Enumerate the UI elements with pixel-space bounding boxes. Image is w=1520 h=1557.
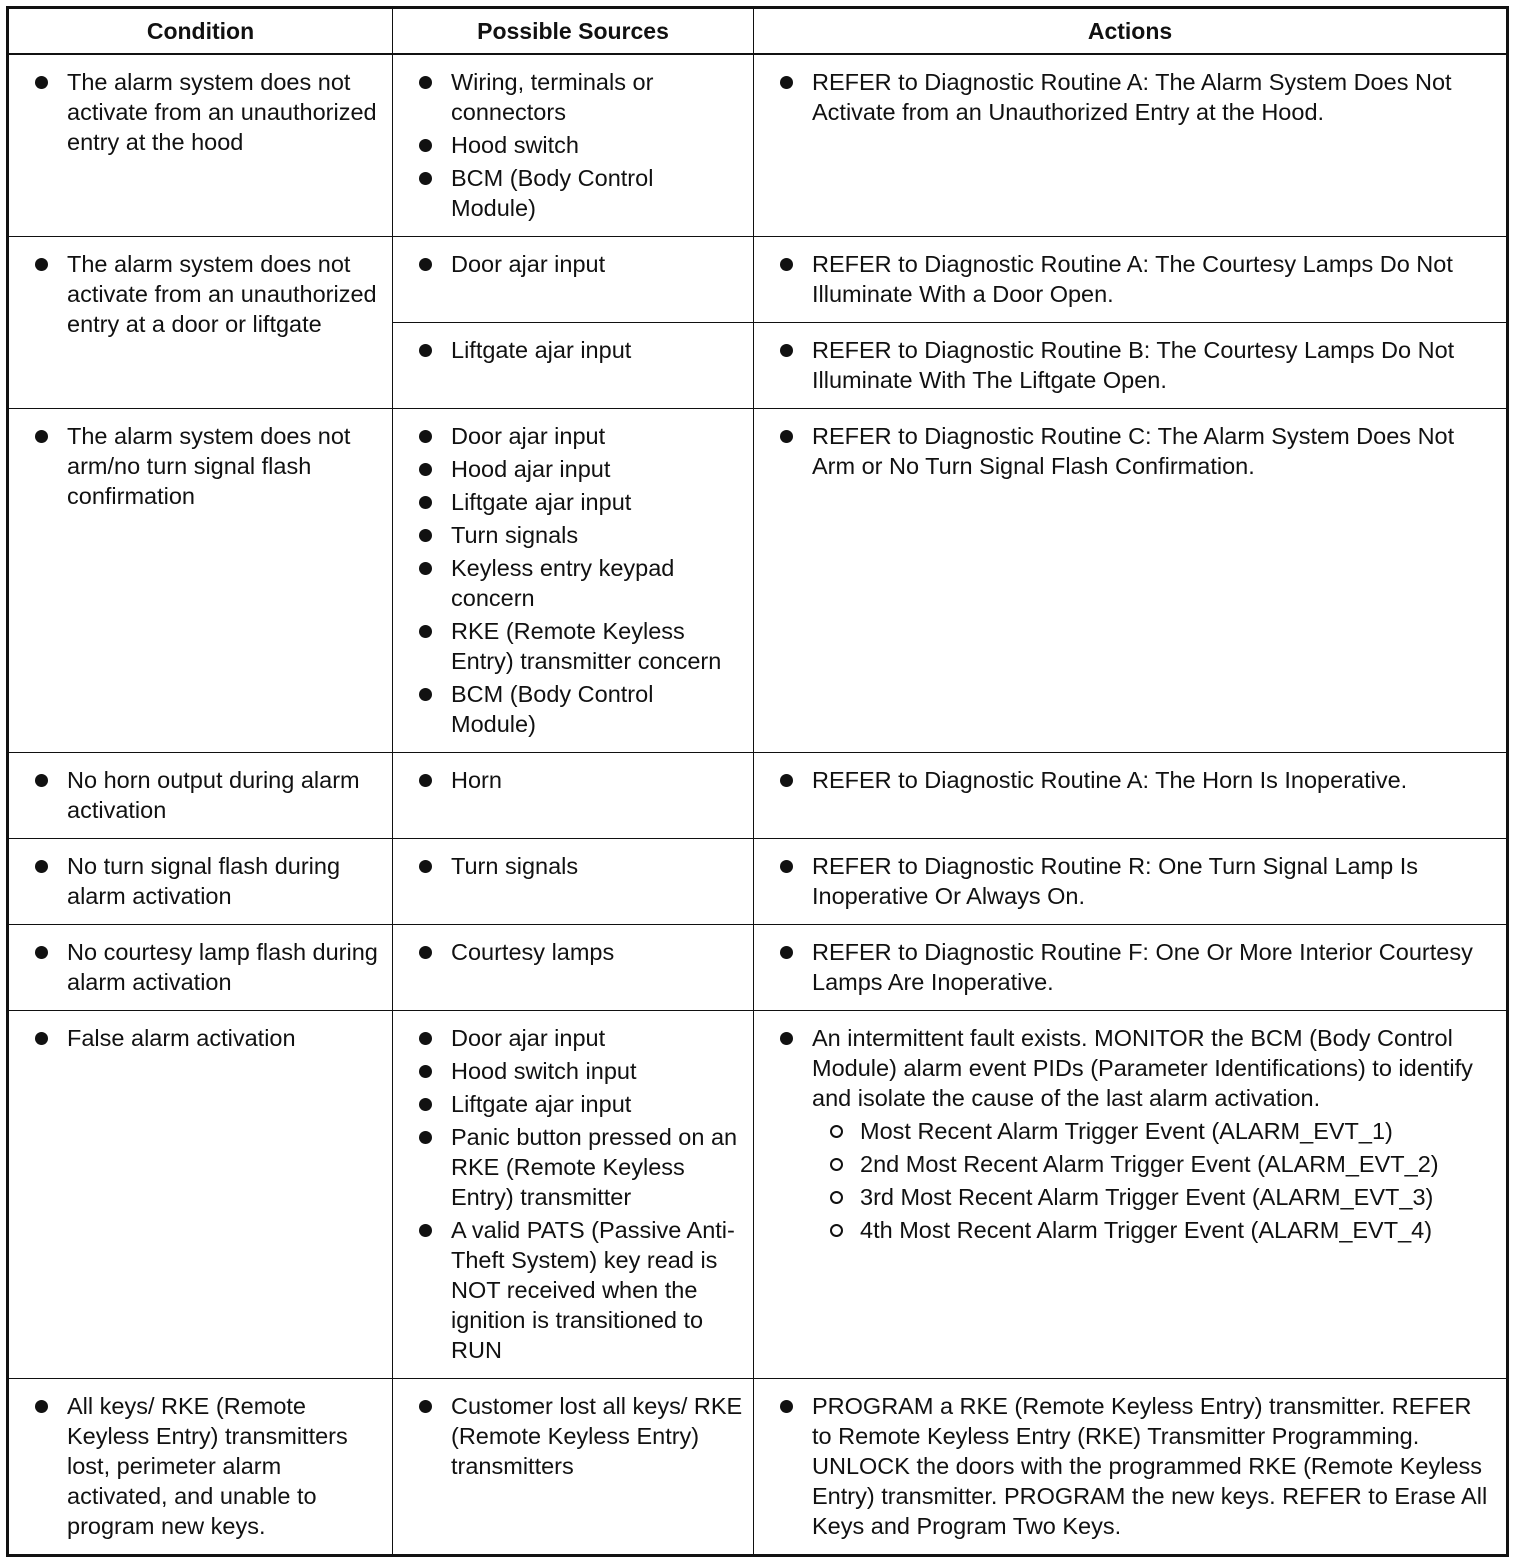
source-item: Hood ajar input [413,454,743,484]
condition-cell [8,925,393,1011]
table-row [8,1011,1508,1379]
sources-cell [393,409,754,753]
condition-text: No horn output during alarm activation [29,765,382,825]
condition-text: The alarm system does not activate from an unauthorized entry at a door or liftgate [29,249,382,339]
action-cell [754,54,1508,237]
source-item: RKE (Remote Keyless Entry) transmitter concern [413,616,743,676]
sources-cell [393,1379,754,1556]
header-actions: Actions [754,8,1508,55]
source-item: Door ajar input [413,1023,743,1053]
action-cell [754,323,1508,409]
sources-cell [393,1011,754,1379]
source-item: Wiring, terminals or connectors [413,67,743,127]
action-text: REFER to Diagnostic Routine B: The Courtesy Lamps Do Not Illuminate With The Liftgate Open. [774,335,1496,395]
source-item: A valid PATS (Passive Anti-Theft System) key read is NOT received when the ignition is transitioned to RUN [413,1215,743,1365]
action-cell [754,1011,1508,1379]
condition-cell [8,1011,393,1379]
source-item: Door ajar input [413,421,743,451]
condition-cell [8,839,393,925]
sources-cell [393,753,754,839]
header-condition: Condition [8,8,393,55]
condition-text: False alarm activation [29,1023,382,1053]
condition-text: The alarm system does not arm/no turn signal flash confirmation [29,421,382,511]
sources-cell [393,323,754,409]
action-cell [754,237,1508,323]
source-item: Hood switch [413,130,743,160]
action-cell [754,753,1508,839]
condition-cell [8,1379,393,1556]
action-cell [754,409,1508,753]
table-row [8,839,1508,925]
action-text: REFER to Diagnostic Routine R: One Turn Signal Lamp Is Inoperative Or Always On. [774,851,1496,911]
condition-text: No courtesy lamp flash during alarm activation [29,937,382,997]
source-item: Keyless entry keypad concern [413,553,743,613]
source-item: Door ajar input [413,249,743,279]
diagnostic-table [6,6,1509,1557]
action-text: REFER to Diagnostic Routine A: The Courtesy Lamps Do Not Illuminate With a Door Open. [774,249,1496,309]
action-text: An intermittent fault exists. MONITOR the BCM (Body Control Module) alarm event PIDs (Parameter Identifications) to identify and isolate the cause of the last alarm activation. [812,1025,1473,1111]
source-item: Customer lost all keys/ RKE (Remote Keyless Entry) transmitters [413,1391,743,1481]
pid-item: Most Recent Alarm Trigger Event (ALARM_EVT_1) [812,1116,1496,1146]
action-cell [754,1379,1508,1556]
action-text: REFER to Diagnostic Routine C: The Alarm System Does Not Arm or No Turn Signal Flash Confirmation. [774,421,1496,481]
pid-item: 3rd Most Recent Alarm Trigger Event (ALARM_EVT_3) [812,1182,1496,1212]
sources-cell [393,54,754,237]
sources-cell [393,925,754,1011]
table-row [8,753,1508,839]
action-text: REFER to Diagnostic Routine F: One Or More Interior Courtesy Lamps Are Inoperative. [774,937,1496,997]
source-item: Hood switch input [413,1056,743,1086]
source-item: Courtesy lamps [413,937,743,967]
source-item: Panic button pressed on an RKE (Remote Keyless Entry) transmitter [413,1122,743,1212]
condition-text: The alarm system does not activate from an unauthorized entry at the hood [29,67,382,157]
condition-cell [8,753,393,839]
source-item: Turn signals [413,520,743,550]
sources-cell [393,839,754,925]
action-cell [754,839,1508,925]
action-cell [754,925,1508,1011]
condition-text: No turn signal flash during alarm activation [29,851,382,911]
pid-item: 2nd Most Recent Alarm Trigger Event (ALARM_EVT_2) [812,1149,1496,1179]
source-item: BCM (Body Control Module) [413,679,743,739]
source-item: BCM (Body Control Module) [413,163,743,223]
pid-item: 4th Most Recent Alarm Trigger Event (ALARM_EVT_4) [812,1215,1496,1245]
table-row [8,409,1508,753]
condition-cell [8,237,393,409]
header-possible-sources: Possible Sources [393,8,754,55]
source-item: Liftgate ajar input [413,487,743,517]
source-item: Horn [413,765,743,795]
condition-cell [8,54,393,237]
action-text: PROGRAM a RKE (Remote Keyless Entry) transmitter. REFER to Remote Keyless Entry (RKE) Transmitter Programming. UNLOCK the doors with the programmed RKE (Remote Keyless Entry) transmitter. PROGRAM the new keys. REFER to Erase All Keys and Program Two Keys. [774,1391,1496,1541]
action-item [774,1023,1496,1245]
source-item: Turn signals [413,851,743,881]
table-row [8,925,1508,1011]
table-row [8,54,1508,237]
source-item: Liftgate ajar input [413,1089,743,1119]
action-text: REFER to Diagnostic Routine A: The Alarm System Does Not Activate from an Unauthorized Entry at the Hood. [774,67,1496,127]
header-row [8,8,1508,55]
table-row [8,237,1508,323]
condition-cell [8,409,393,753]
sources-cell [393,237,754,323]
action-text: REFER to Diagnostic Routine A: The Horn Is Inoperative. [774,765,1496,795]
source-item: Liftgate ajar input [413,335,743,365]
table-row [8,1379,1508,1556]
condition-text: All keys/ RKE (Remote Keyless Entry) transmitters lost, perimeter alarm activated, and unable to program new keys. [29,1391,382,1541]
pid-list [812,1116,1496,1245]
